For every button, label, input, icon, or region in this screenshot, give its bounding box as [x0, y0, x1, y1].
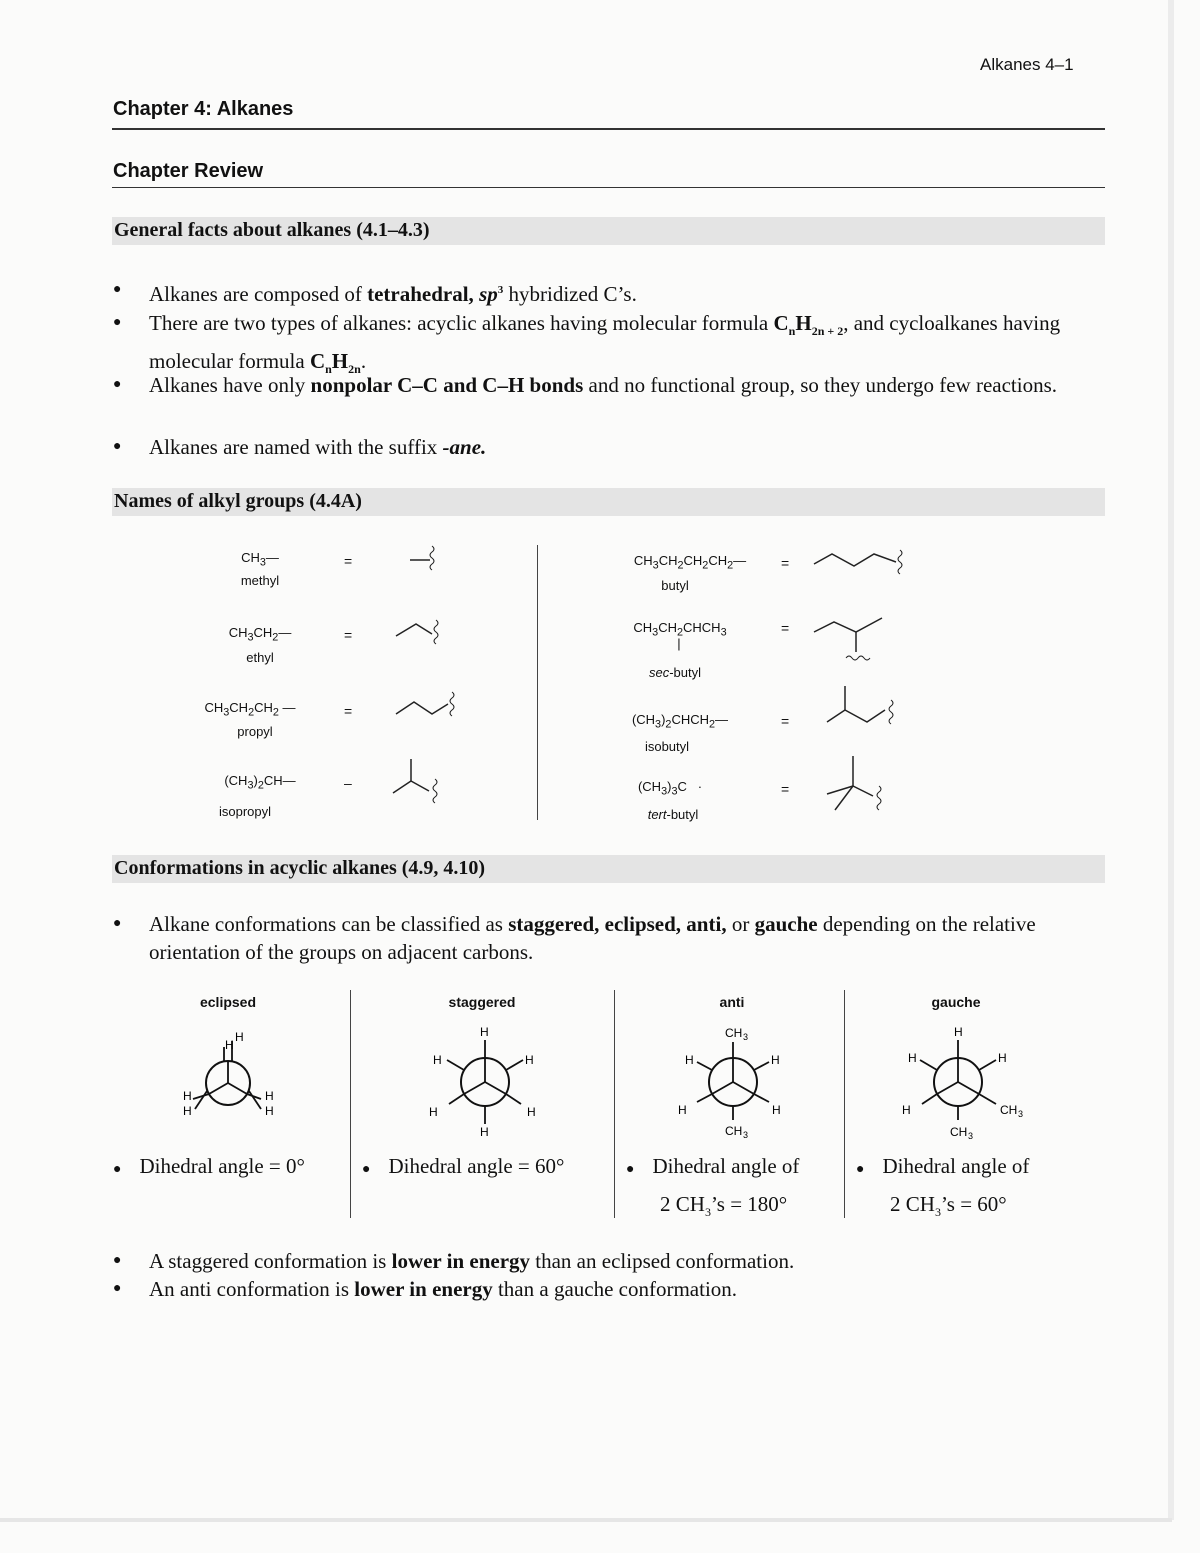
svg-text:H: H: [429, 1105, 438, 1119]
label-methyl: methyl: [240, 573, 280, 588]
structure-sec-butyl: [810, 610, 900, 665]
conformations-bullet-text: Alkane conformations can be classified as staggered, eclipsed, anti, or gauche depending on the relative orientation of the groups on adjacent carbons.: [149, 912, 1036, 964]
structure-methyl: [400, 540, 460, 580]
formula-methyl: $CH_3—$: [241, 550, 279, 569]
svg-text:3: 3: [743, 1130, 749, 1140]
svg-text:H: H: [235, 1030, 244, 1044]
newman-divider-1: [350, 990, 351, 1218]
angle-eclipsed: [113, 1149, 343, 1187]
label-butyl: butyl: [661, 578, 689, 593]
closing-bullet-2-text: An anti conformation is lower in energy than a gauche conformation.: [149, 1277, 738, 1301]
section-conformations-title: Conformations in acyclic alkanes (4.9, 4.10): [114, 857, 486, 879]
structure-isobutyl: [815, 682, 905, 732]
newman-eclipsed: [175, 1025, 285, 1125]
alkyl-divider: [537, 545, 538, 820]
equals-isopropyl: –: [344, 775, 352, 791]
general-bullet-3-text: Alkanes have only nonpolar C–C and C–H bonds and no functional group, so they undergo few reactions.: [149, 373, 1058, 397]
svg-text:H: H: [908, 1051, 917, 1065]
newman-staggered: [425, 1020, 545, 1140]
svg-text:H: H: [772, 1103, 781, 1117]
formula-tert-butyl: $(CH_3)_3C$ ·: [637, 779, 703, 798]
angle-gauche: [856, 1149, 1066, 1229]
svg-text:3: 3: [968, 1131, 974, 1141]
page-bottom-edge: [0, 1518, 1172, 1522]
newman-label-anti: anti: [719, 994, 745, 1010]
newman-label-eclipsed: eclipsed: [199, 994, 257, 1010]
svg-text:H: H: [527, 1105, 536, 1119]
bullet-dot: ●: [113, 377, 122, 392]
bullet-dot: ●: [856, 1162, 865, 1177]
newman-label-staggered: staggered: [448, 994, 516, 1010]
newman-anti: [675, 1020, 795, 1140]
equals-methyl: =: [344, 553, 353, 569]
svg-text:H: H: [265, 1089, 274, 1103]
bullet-dot: ●: [113, 282, 122, 297]
svg-text:H: H: [265, 1104, 274, 1118]
bullet-dot: ●: [626, 1162, 635, 1177]
section-alkyl-title: Names of alkyl groups (4.4A): [114, 490, 362, 512]
label-propyl: propyl: [237, 724, 273, 739]
svg-text:H: H: [183, 1104, 192, 1118]
svg-text:3: 3: [1018, 1109, 1024, 1119]
svg-text:H: H: [998, 1051, 1007, 1065]
svg-text:H: H: [771, 1053, 780, 1067]
label-isobutyl: isobutyl: [644, 739, 690, 754]
structure-butyl: [810, 542, 920, 582]
structure-tert-butyl: [815, 752, 895, 817]
formula-propyl: $CH_3CH_2CH_2$ —: [204, 700, 296, 719]
section-conformations: [112, 855, 1105, 883]
svg-text:H: H: [678, 1103, 687, 1117]
general-bullet-4-text: Alkanes are named with the suffix -ane.: [149, 435, 487, 459]
equals-ethyl: =: [344, 627, 353, 643]
chapter-rule: [112, 128, 1105, 130]
equals-tert-butyl: =: [781, 781, 790, 797]
svg-text:H: H: [480, 1025, 489, 1039]
newman-divider-3: [844, 990, 845, 1218]
bullet-dot: ●: [113, 1162, 122, 1177]
newman-gauche: [898, 1020, 1038, 1140]
equals-sec-butyl: =: [781, 620, 790, 636]
running-head: Alkanes 4–1: [980, 55, 1074, 74]
bullet-dot: ●: [362, 1162, 371, 1177]
equals-propyl: =: [344, 703, 353, 719]
equals-isobutyl: =: [781, 713, 790, 729]
review-rule: [112, 187, 1105, 188]
svg-text:H: H: [525, 1053, 534, 1067]
formula-isobutyl: $(CH_3)_2CHCH_2—$: [631, 712, 729, 731]
bullet-dot: ●: [113, 315, 122, 330]
svg-text:H: H: [685, 1053, 694, 1067]
label-ethyl: ethyl: [246, 650, 274, 665]
svg-text:H: H: [902, 1103, 911, 1117]
formula-butyl: $CH_3CH_2CH_2CH_2—$: [633, 553, 747, 572]
svg-text:H: H: [480, 1125, 489, 1139]
formula-isopropyl: $(CH_3)_2CH—$: [224, 773, 296, 792]
section-alkyl: [112, 488, 1105, 516]
svg-text:H: H: [954, 1025, 963, 1039]
svg-text:CH: CH: [725, 1026, 743, 1040]
svg-text:H: H: [183, 1089, 192, 1103]
angle-eclipsed-text: Dihedral angle = 0°: [139, 1154, 305, 1178]
chapter-title: Chapter 4: Alkanes: [113, 98, 294, 120]
structure-propyl: [390, 688, 470, 728]
equals-butyl: =: [781, 555, 790, 571]
label-sec-butyl: sec-butyl: [648, 665, 702, 680]
svg-text:H: H: [433, 1053, 442, 1067]
angle-anti: [626, 1149, 836, 1229]
formula-sec-butyl: $CH_3CH_2CHCH_3$: [633, 620, 727, 639]
label-tert-butyl: tert-butyl: [647, 807, 699, 822]
section-general-title: General facts about alkanes (4.1–4.3): [114, 219, 430, 241]
structure-isopropyl: [385, 755, 455, 810]
svg-text:CH: CH: [950, 1125, 968, 1139]
newman-divider-2: [614, 990, 615, 1218]
angle-staggered: [362, 1149, 607, 1187]
svg-text:3: 3: [743, 1032, 749, 1042]
newman-label-gauche: gauche: [931, 994, 981, 1010]
angle-anti-text: Dihedral angle of 2 $CH_3’s = 180^\circ$: [652, 1154, 800, 1220]
angle-gauche-text: Dihedral angle of 2 $CH_3’s = 60^\circ$: [882, 1154, 1030, 1220]
sec-butyl-bond: |: [677, 636, 681, 651]
structure-ethyl: [390, 612, 460, 652]
svg-text:CH: CH: [725, 1124, 743, 1138]
page-edge: [1168, 0, 1174, 1520]
bullet-dot: ●: [113, 439, 122, 454]
formula-ethyl: $CH_3CH_2—$: [228, 625, 292, 644]
angle-staggered-text: Dihedral angle = 60°: [388, 1154, 565, 1178]
review-title: Chapter Review: [113, 160, 264, 182]
bullet-dot: ●: [113, 1253, 122, 1268]
general-bullet-1-text: Alkanes are composed of tetrahedral, $sp^3$ hybridized C’s.: [149, 282, 637, 306]
bullet-dot: ●: [113, 916, 122, 931]
bullet-dot: ●: [113, 1281, 122, 1296]
svg-text:CH: CH: [1000, 1103, 1018, 1117]
general-bullet-2-text: There are two types of alkanes: acyclic alkanes having molecular formula $C_nH_{2n + 2}$, and cycloalkanes having molecular formula $C_nH_{2n}$.: [149, 311, 1061, 377]
label-isopropyl: isopropyl: [218, 804, 272, 819]
closing-bullet-1-text: A staggered conformation is lower in energy than an eclipsed conformation.: [149, 1249, 795, 1273]
svg-text:H: H: [225, 1038, 234, 1052]
section-general: [112, 217, 1105, 245]
